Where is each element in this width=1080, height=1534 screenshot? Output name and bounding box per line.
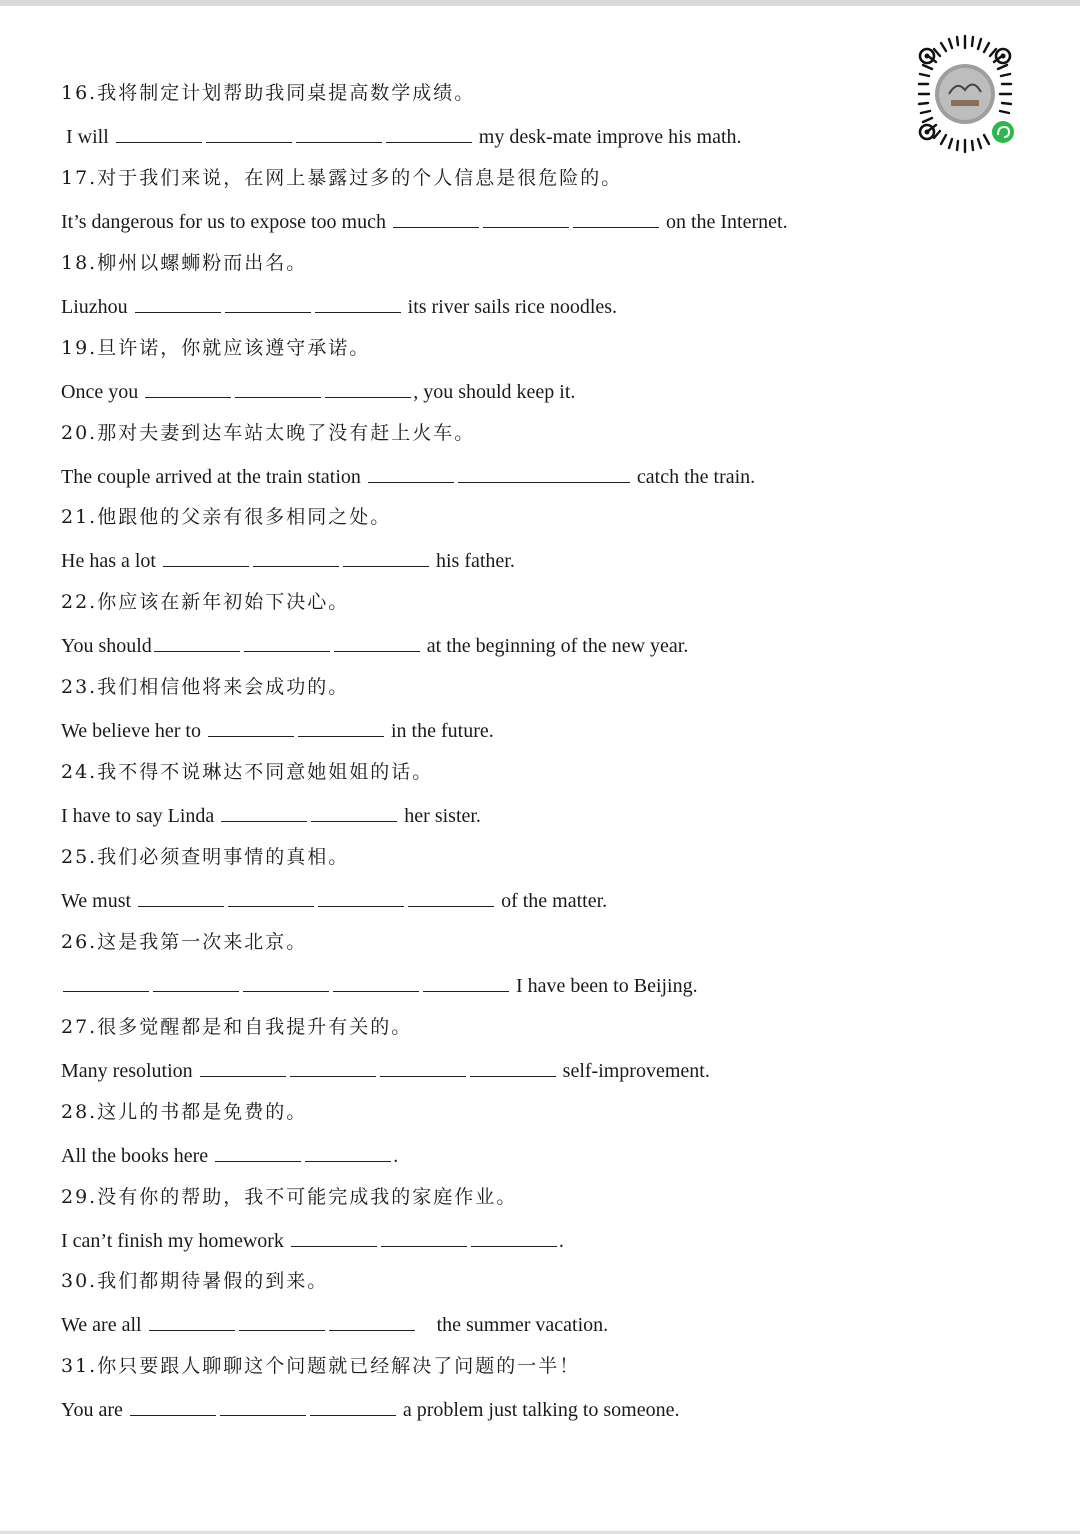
- chinese-prompt: 24.我不得不说琳达不同意她姐姐的话。: [61, 761, 434, 784]
- chinese-prompt: 21.他跟他的父亲有很多相同之处。: [61, 506, 392, 529]
- answer-blank[interactable]: [220, 1397, 306, 1416]
- sentence-text: You are: [61, 1399, 128, 1422]
- sentence-text: Many resolution: [61, 1059, 198, 1082]
- mini-program-code-icon: [903, 32, 1027, 156]
- english-sentence: [61, 294, 617, 319]
- chinese-prompt: 23.我们相信他将来会成功的。: [61, 676, 350, 699]
- sentence-text: my desk-mate improve his math.: [473, 126, 742, 148]
- answer-blank[interactable]: [329, 1312, 415, 1331]
- answer-blank[interactable]: [471, 1228, 557, 1247]
- sentence-text: of the matter.: [496, 890, 608, 913]
- sentence-text: I have to say Linda: [61, 805, 220, 828]
- answer-blank[interactable]: [206, 124, 292, 143]
- answer-blank[interactable]: [163, 548, 249, 567]
- sentence-text: You should: [61, 635, 152, 658]
- sentence-text: on the Internet.: [660, 210, 788, 233]
- exercise-item: [61, 1262, 881, 1347]
- answer-blank[interactable]: [116, 124, 202, 143]
- answer-blank[interactable]: [305, 1143, 391, 1162]
- sentence-text: .: [558, 1229, 564, 1252]
- english-sentence: [61, 888, 607, 913]
- sentence-text: Once you: [61, 380, 144, 403]
- sentence-text: I have been to Beijing.: [511, 974, 698, 997]
- answer-blank[interactable]: [458, 464, 630, 483]
- sentence-text: I will: [61, 126, 114, 148]
- english-sentence: [61, 1058, 710, 1083]
- english-sentence: [61, 124, 742, 149]
- sentence-text: .: [393, 1144, 399, 1167]
- answer-blank[interactable]: [368, 464, 454, 483]
- exercise-item: [61, 923, 881, 1008]
- top-border: [0, 0, 1080, 6]
- chinese-prompt: 20.那对夫妻到达车站太晚了没有赶上火车。: [61, 421, 476, 444]
- english-sentence: [61, 1143, 398, 1168]
- exercise-item: [61, 838, 881, 923]
- answer-blank[interactable]: [334, 633, 420, 652]
- exercise-item: [61, 498, 881, 583]
- answer-blank[interactable]: [483, 209, 569, 228]
- sentence-text: We must: [61, 890, 137, 913]
- english-sentence: [61, 1312, 608, 1337]
- answer-blank[interactable]: [386, 124, 472, 143]
- answer-blank[interactable]: [298, 718, 384, 737]
- english-sentence: [61, 803, 481, 828]
- answer-blank[interactable]: [573, 209, 659, 228]
- answer-blank[interactable]: [208, 718, 294, 737]
- answer-blank[interactable]: [311, 803, 397, 822]
- answer-blank[interactable]: [243, 973, 329, 992]
- english-sentence: [61, 1228, 564, 1253]
- english-sentence: [61, 464, 755, 489]
- chinese-prompt: 26.这是我第一次来北京。: [61, 930, 308, 953]
- answer-blank[interactable]: [296, 124, 382, 143]
- sentence-text: at the beginning of the new year.: [421, 635, 689, 658]
- english-sentence: [61, 633, 688, 658]
- sentence-text: a problem just talking to someone.: [397, 1399, 680, 1422]
- sentence-text: the summer vacation.: [416, 1314, 609, 1337]
- sentence-text: The couple arrived at the train station: [61, 465, 366, 488]
- exercise-item: [61, 668, 881, 753]
- answer-blank[interactable]: [291, 1228, 377, 1247]
- sentence-text: his father.: [430, 550, 515, 573]
- answer-blank[interactable]: [153, 973, 239, 992]
- english-sentence: [61, 973, 698, 998]
- sentence-text: He has a lot: [61, 550, 161, 573]
- english-sentence: [61, 718, 494, 743]
- exercise-item: [61, 1008, 881, 1093]
- answer-blank[interactable]: [380, 1058, 466, 1077]
- answer-blank[interactable]: [63, 973, 149, 992]
- sentence-text: Liuzhou: [61, 295, 133, 318]
- worksheet: [61, 74, 881, 1432]
- exercise-item: [61, 329, 881, 414]
- sentence-text: It’s dangerous for us to expose too much: [61, 210, 391, 233]
- answer-blank[interactable]: [393, 209, 479, 228]
- sentence-text: , you should keep it.: [413, 380, 576, 403]
- sentence-text: I can’t finish my homework: [61, 1229, 289, 1252]
- exercise-item: [61, 244, 881, 329]
- answer-blank[interactable]: [310, 1397, 396, 1416]
- answer-blank[interactable]: [423, 973, 509, 992]
- answer-blank[interactable]: [228, 888, 314, 907]
- chinese-prompt: 27.很多觉醒都是和自我提升有关的。: [61, 1015, 413, 1038]
- chinese-prompt: 25.我们必须查明事情的真相。: [61, 846, 350, 869]
- chinese-prompt: 17.对于我们来说，在网上暴露过多的个人信息是很危险的。: [61, 166, 623, 189]
- answer-blank[interactable]: [221, 803, 307, 822]
- english-sentence: [61, 548, 515, 573]
- chinese-prompt: 19.旦许诺，你就应该遵守承诺。: [61, 336, 371, 359]
- english-sentence: [61, 379, 575, 404]
- answer-blank[interactable]: [215, 1143, 301, 1162]
- exercise-item: [61, 1178, 881, 1263]
- exercise-item: [61, 1347, 881, 1432]
- answer-blank[interactable]: [225, 294, 311, 313]
- sentence-text: All the books here: [61, 1144, 214, 1167]
- answer-blank[interactable]: [325, 379, 411, 398]
- exercise-item: [61, 753, 881, 838]
- answer-blank[interactable]: [333, 973, 419, 992]
- sentence-text: her sister.: [399, 805, 481, 828]
- sentence-text: catch the train.: [631, 465, 756, 488]
- english-sentence: [61, 1397, 679, 1422]
- answer-blank[interactable]: [149, 1312, 235, 1331]
- answer-blank[interactable]: [200, 1058, 286, 1077]
- sentence-text: We are all: [61, 1314, 147, 1337]
- chinese-prompt: 30.我们都期待暑假的到来。: [61, 1270, 329, 1293]
- chinese-prompt: 29.没有你的帮助，我不可能完成我的家庭作业。: [61, 1185, 518, 1208]
- chinese-prompt: 28.这儿的书都是免费的。: [61, 1100, 308, 1123]
- sentence-text: We believe her to: [61, 720, 206, 743]
- english-sentence: [61, 209, 788, 234]
- answer-blank[interactable]: [130, 1397, 216, 1416]
- chinese-prompt: 18.柳州以螺蛳粉而出名。: [61, 251, 308, 274]
- answer-blank[interactable]: [235, 379, 321, 398]
- answer-blank[interactable]: [239, 1312, 325, 1331]
- answer-blank[interactable]: [315, 294, 401, 313]
- exercise-item: [61, 414, 881, 499]
- sentence-text: in the future.: [386, 720, 494, 743]
- answer-blank[interactable]: [318, 888, 404, 907]
- exercise-item: [61, 1093, 881, 1178]
- answer-blank[interactable]: [244, 633, 330, 652]
- answer-blank[interactable]: [381, 1228, 467, 1247]
- answer-blank[interactable]: [408, 888, 494, 907]
- answer-blank[interactable]: [154, 633, 240, 652]
- sentence-text: its river sails rice noodles.: [402, 295, 618, 318]
- answer-blank[interactable]: [343, 548, 429, 567]
- answer-blank[interactable]: [470, 1058, 556, 1077]
- exercise-item: [61, 159, 881, 244]
- sentence-text: self-improvement.: [557, 1059, 710, 1082]
- answer-blank[interactable]: [145, 379, 231, 398]
- answer-blank[interactable]: [290, 1058, 376, 1077]
- chinese-prompt: 22.你应该在新年初始下决心。: [61, 591, 350, 614]
- exercise-item: [61, 583, 881, 668]
- chinese-prompt: 16.我将制定计划帮助我同桌提高数学成绩。: [61, 82, 476, 104]
- answer-blank[interactable]: [138, 888, 224, 907]
- chinese-prompt: 31.你只要跟人聊聊这个问题就已经解决了问题的一半！: [61, 1355, 581, 1378]
- exercise-item: [61, 74, 881, 159]
- answer-blank[interactable]: [135, 294, 221, 313]
- answer-blank[interactable]: [253, 548, 339, 567]
